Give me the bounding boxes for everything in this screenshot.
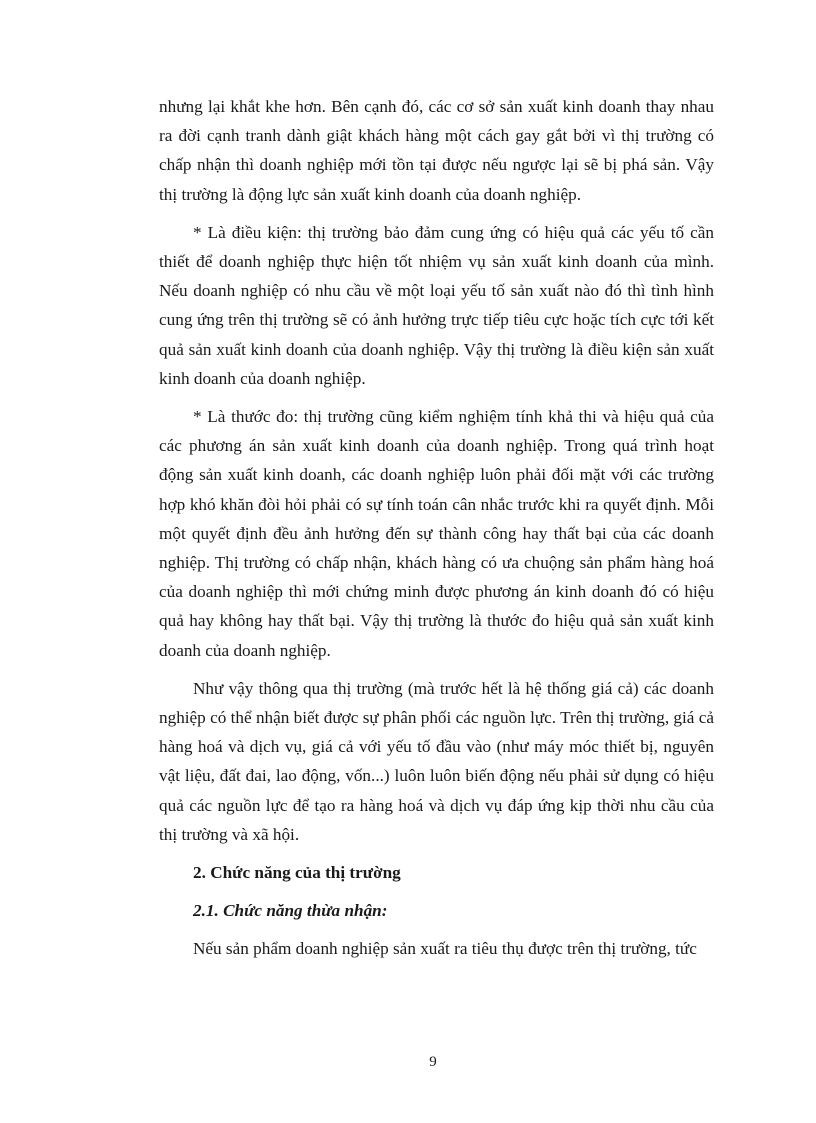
paragraph-thuoc-do: * Là thước đo: thị trường cũng kiểm nghiệm tính khả thi và hiệu quả của các phương án sản xuất kinh doanh của doanh nghiệp. Trong quá trình hoạt động sản xuất kinh doanh, các doanh nghiệp luôn phải đối mặt với các trường hợp khó khăn đòi hỏi phải có sự tính toán cân nhắc trước khi ra quyết định. Mỗi một quyết định đều ảnh hưởng đến sự thành công hay thất bại của các doanh nghiệp. Thị trường có chấp nhận, khách hàng có ưa chuộng sản phẩm hàng hoá của doanh nghiệp thì mới chứng minh được phương án kinh doanh đó có hiệu quả hay không hay thất bại. Vậy thị trường là thước đo hiệu quả sản xuất kinh doanh của doanh nghiệp. [159,407,714,660]
page-number: 9 [429,1054,437,1070]
paragraph-nhu-vay: Như vậy thông qua thị trường (mà trước hết là hệ thống giá cả) các doanh nghiệp có thể nhận biết được sự phân phối các nguồn lực. Trên thị trường, giá cả hàng hoá và dịch vụ, giá cả với yếu tố đầu vào (như máy móc thiết bị, nguyên vật liệu, đất đai, lao động, vốn...) luôn luôn biến động nếu phải sử dụng có hiệu quả các nguồn lực để tạo ra hàng hoá và dịch vụ đáp ứng kịp thời nhu cầu của thị trường và xã hội. [159,678,714,844]
paragraph-continuation: nhưng lại khắt khe hơn. Bên cạnh đó, các cơ sở sản xuất kinh doanh thay nhau ra đời cạnh tranh dành giật khách hàng một cách gay gắt bởi vì thị trường có chấp nhận thì doanh nghiệp mới tồn tại được nếu ngược lại sẽ bị phá sản. Vậy thị trường là động lực sản xuất kinh doanh của doanh nghiệp. [159,97,714,204]
paragraph-final: Nếu sản phẩm doanh nghiệp sản xuất ra tiêu thụ được trên thị trường, tức [193,939,697,959]
subsection-heading: 2.1. Chức năng thừa nhận: [193,901,388,921]
page-content [159,92,714,973]
section-heading: 2. Chức năng của thị trường [193,863,401,883]
paragraph-dieu-kien: * Là điều kiện: thị trường bảo đảm cung ứng có hiệu quả các yếu tố cần thiết để doanh nghiệp thực hiện tốt nhiệm vụ sản xuất kinh doanh của mình. Nếu doanh nghiệp có nhu cầu về một loại yếu tố sản xuất nào đó thì tình hình cung ứng trên thị trường sẽ có ảnh hưởng trực tiếp tiêu cực hoặc tích cực tới kết quả sản xuất kinh doanh của doanh nghiệp. Vậy thị trường là điều kiện sản xuất kinh doanh của doanh nghiệp. [159,222,714,388]
